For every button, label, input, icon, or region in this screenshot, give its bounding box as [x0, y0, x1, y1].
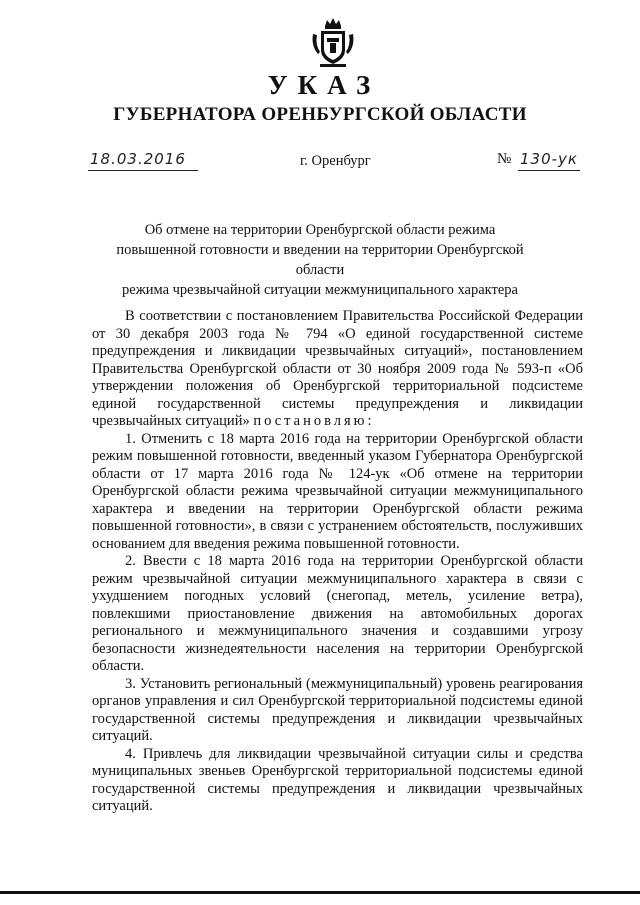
subject-line: Об отмене на территории Оренбургской области режима	[144, 222, 496, 238]
date-underline	[88, 170, 198, 171]
item-3: 3. Установить региональный (межмуниципальный) уровень реагирования органов управления и сил Оренбургской территориальной подсистемы единой государственной системы предупреждения и ликвидации чрезвычайных ситуаций.	[92, 675, 583, 744]
item-4: 4. Привлечь для ликвидации чрезвычайной ситуации силы и средства муниципальных звеньев Оренбургской территориальной подсистемы единой государственной системы предупреждения и ликвидации чрезвычайных ситуаций.	[92, 745, 583, 814]
document-title: УКАЗ	[267, 70, 381, 100]
page-bottom-rule	[0, 891, 640, 894]
subject-line: режима чрезвычайной ситуации межмуниципального характера	[122, 282, 518, 298]
city: г. Оренбург	[300, 153, 371, 169]
decree-body	[92, 308, 583, 816]
document-subtitle: ГУБЕРНАТОРА ОРЕНБУРГСКОЙ ОБЛАСТИ	[113, 104, 527, 125]
number-label: №	[497, 151, 512, 167]
number-underline	[518, 170, 580, 171]
item-1: 1. Отменить с 18 марта 2016 года на территории Оренбургской области режим повышенной готовности, введенный указом Губернатора Оренбургской области от 17 марта 2016 года № 124-ук «Об отмене на территории Оренбургской области режима чрезвычайной ситуации межмуниципального характера и введении на территории Оренбургской области режима повышенной готовности», в связи с устранением обстоятельств, послуживших основанием для введения режима повышенной готовности.	[92, 430, 583, 552]
handwritten-number: 130-ук	[520, 150, 578, 168]
subject-line: повышенной готовности и введении на территории Оренбургской области	[116, 242, 524, 278]
preamble-paragraph	[92, 308, 583, 431]
resolution-word: постановляю:	[253, 413, 375, 429]
coat-of-arms-icon	[310, 16, 356, 70]
decree-subject	[100, 220, 540, 300]
handwritten-date: 18.03.2016	[90, 150, 186, 168]
item-2: 2. Ввести с 18 марта 2016 года на территории Оренбургской области режим чрезвычайной ситуации межмуниципального характера в связи с ухудшением погодных условий (снегопад, метель, усиление ветра), повлекшими приостановление движения на автомобильных дорогах регионального и межмуниципального значения и создавшими угрозу безопасности жизнедеятельности населения на территории Оренбургской области.	[92, 553, 583, 674]
preamble-text: В соответствии с постановлением Правительства Российской Федерации от 30 декабря 2003 года № 794 «О единой государственной системе предупреждения и ликвидации чрезвычайных ситуаций», постановлением Правительства Оренбургской области от 30 ноября 2009 года № 593-п «Об утверждении положения об Оренбургской территориальной подсистеме единой государственной системы предупреждения и ликвидации чрезвычайных ситуаций»	[92, 308, 583, 429]
